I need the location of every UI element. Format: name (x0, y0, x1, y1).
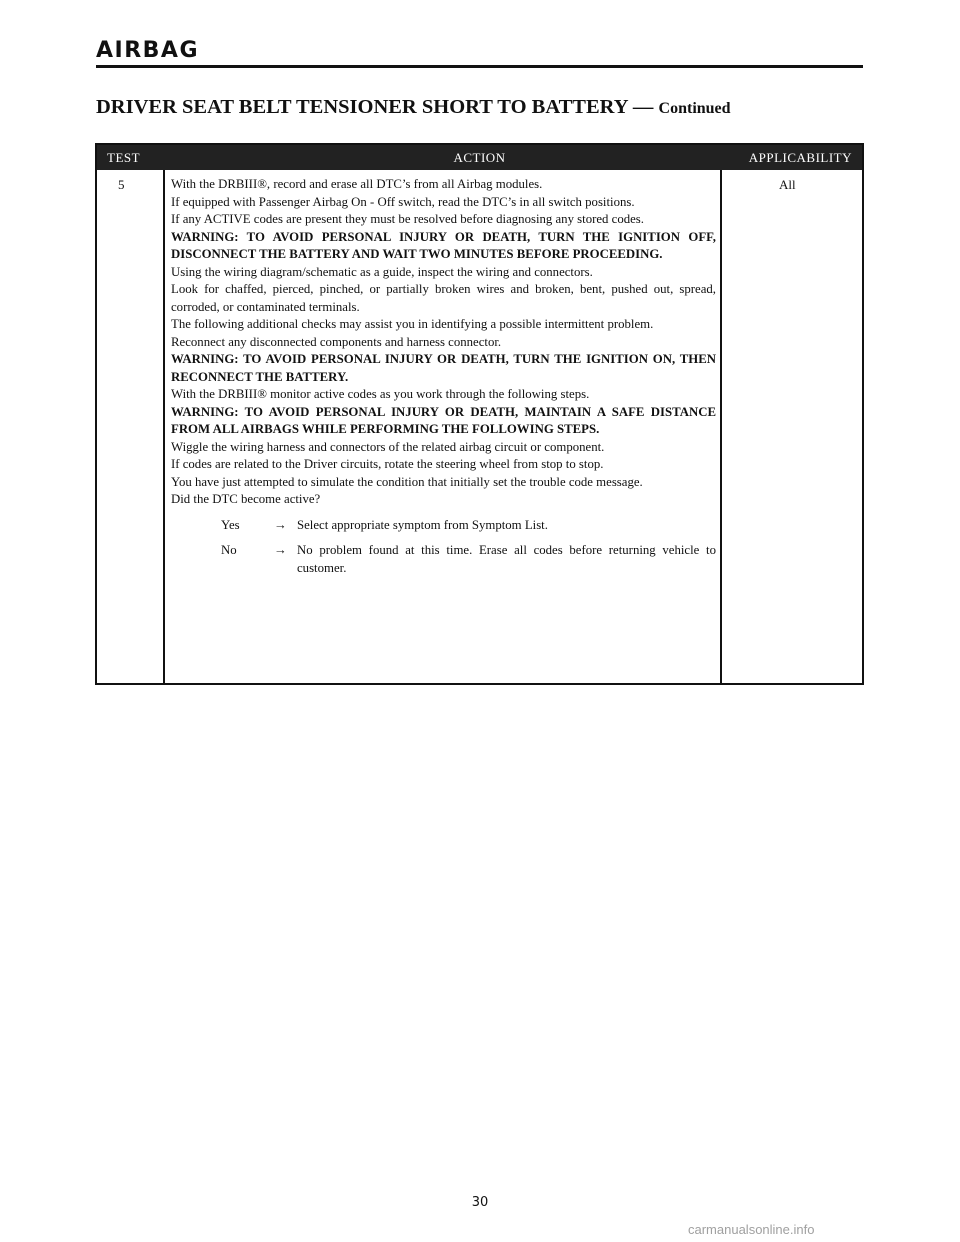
test-table (95, 143, 864, 685)
action-step: Wiggle the wiring harness and connectors of the related airbag circuit or component. (171, 439, 605, 454)
answer-text: No problem found at this time. Erase all codes before returning vehicle to customer. (297, 543, 716, 575)
table-header (97, 145, 862, 170)
action-step: The following additional checks may assist you in identifying a possible intermittent problem. (171, 317, 654, 331)
answer-label: Yes (221, 517, 240, 532)
warning-text: WARNING: TO AVOID PERSONAL INJURY OR DEATH, TURN THE IGNITION OFF, DISCONNECT THE BATTERY AND WAIT TWO MINUTES BEFORE PROCEEDING. (171, 229, 716, 261)
applicability-value: All (779, 177, 796, 192)
action-steps (171, 176, 716, 509)
warning-text: WARNING: TO AVOID PERSONAL INJURY OR DEATH, MAINTAIN A SAFE DISTANCE FROM ALL AIRBAGS WHILE PERFORMING THE FOLLOWING STEPS. (171, 404, 716, 436)
action-step: If any ACTIVE codes are present they must be resolved before diagnosing any stored codes. (171, 212, 644, 226)
action-cell (171, 176, 716, 577)
section-title: AIRBAG (96, 38, 200, 63)
arrow-right-icon: → (274, 543, 287, 557)
answer-row (171, 517, 716, 535)
watermark: carmanualsonline.info (688, 1222, 815, 1237)
answer-row (171, 542, 716, 577)
header-test: TEST (107, 150, 141, 165)
action-step: With the DRBIII®, record and erase all DTC’s from all Airbag modules. (171, 177, 543, 191)
action-step: If codes are related to the Driver circuits, rotate the steering wheel from stop to stop. (171, 457, 604, 471)
warning-text: WARNING: TO AVOID PERSONAL INJURY OR DEATH, TURN THE IGNITION ON, THEN RECONNECT THE BATTERY. (171, 352, 716, 384)
header-applicability: APPLICABILITY (748, 150, 852, 165)
arrow-right-icon: → (274, 517, 287, 532)
action-step: Using the wiring diagram/schematic as a guide, inspect the wiring and connectors. (171, 264, 593, 279)
action-step: Reconnect any disconnected components and harness connector. (171, 334, 502, 349)
action-step: Look for chaffed, pierced, pinched, or partially broken wires and broken, bent, pushed out, spread, corroded, or contaminated terminals. (171, 282, 716, 314)
page-title (96, 94, 876, 122)
page-title-main: DRIVER SEAT BELT TENSIONER SHORT TO BATTERY — (96, 96, 654, 118)
section-header (96, 38, 863, 68)
action-step: You have just attempted to simulate the condition that initially set the trouble code message. (171, 474, 643, 489)
column-divider (163, 170, 165, 683)
answer-label: No (221, 543, 237, 557)
page-title-suffix: Continued (658, 100, 731, 117)
answer-list (171, 517, 716, 578)
page-number: 30 (471, 1195, 489, 1210)
answer-text: Select appropriate symptom from Symptom List. (297, 517, 548, 532)
header-action: ACTION (453, 150, 506, 165)
action-step: If equipped with Passenger Airbag On - Off switch, read the DTC’s in all switch positions. (171, 194, 635, 209)
action-step: With the DRBIII® monitor active codes as you work through the following steps. (171, 387, 590, 401)
column-divider (720, 170, 722, 683)
test-number: 5 (118, 177, 125, 192)
action-step: Did the DTC become active? (171, 492, 321, 506)
